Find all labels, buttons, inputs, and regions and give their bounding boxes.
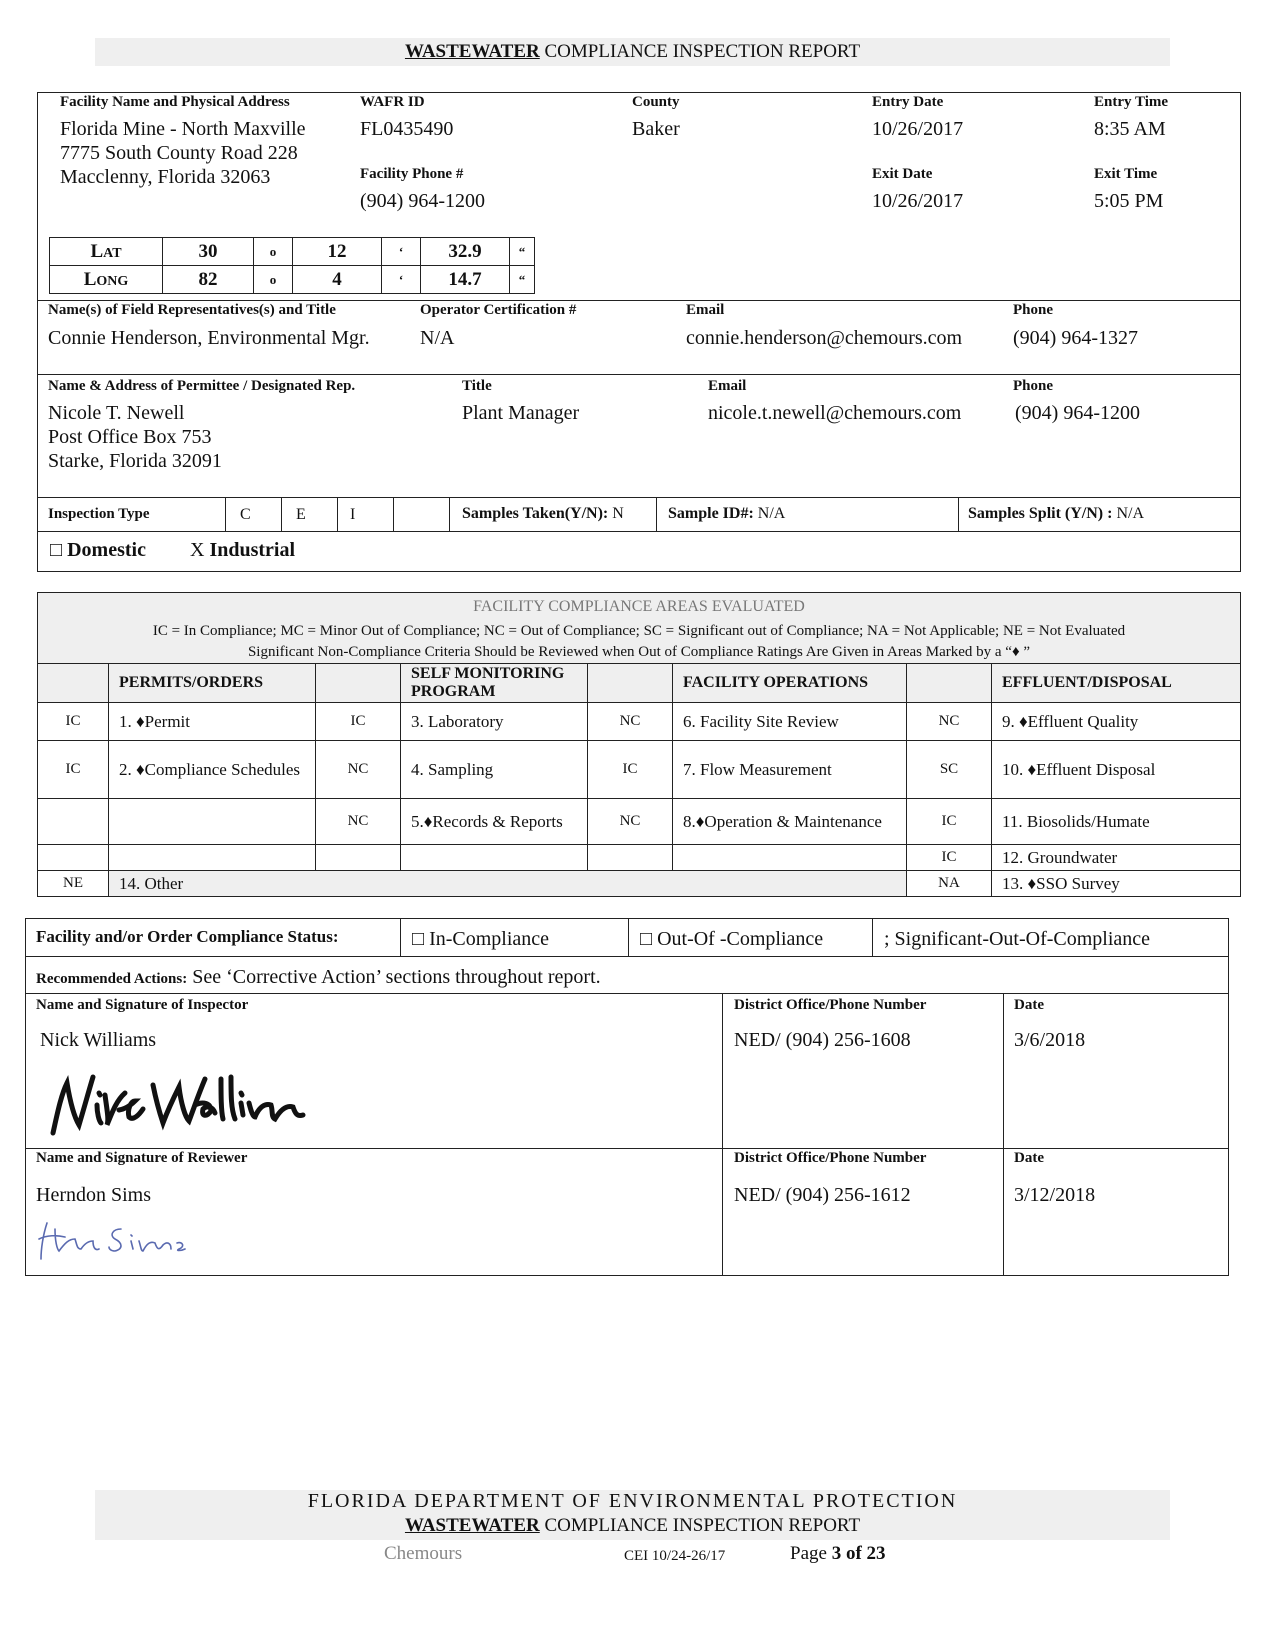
- permittee-email: nicole.t.newell@chemours.com: [708, 402, 962, 424]
- table-row: [38, 703, 1241, 741]
- cert-label: Operator Certification #: [420, 302, 577, 318]
- area-cell: 5.♦Records & Reports: [401, 799, 588, 845]
- rating-cell: [38, 799, 109, 845]
- rating-cell: NC: [316, 799, 401, 845]
- min-symbol: ‘: [382, 266, 421, 294]
- field-rep-phone: (904) 964-1327: [1013, 327, 1138, 349]
- reviewer-label: Name and Signature of Reviewer: [36, 1150, 248, 1166]
- compliance-table: [37, 663, 1241, 897]
- footer-cei: CEI 10/24-26/17: [624, 1548, 726, 1564]
- lat-sec: 32.9: [421, 238, 510, 266]
- long-deg: 82: [163, 266, 254, 294]
- permittee-line2: Post Office Box 753: [48, 426, 212, 448]
- field-rep-phone-label: Phone: [1013, 302, 1054, 318]
- divider: [656, 497, 657, 531]
- compliance-areas-title: FACILITY COMPLIANCE AREAS EVALUATED: [473, 598, 805, 615]
- exit-time: 5:05 PM: [1094, 190, 1164, 212]
- rating-cell: IC: [907, 799, 992, 845]
- inspection-type-label: Inspection Type: [48, 506, 150, 522]
- area-cell: 8.♦Operation & Maintenance: [673, 799, 907, 845]
- divider: [281, 497, 282, 531]
- county-label: County: [632, 94, 680, 110]
- compliance-legend: IC = In Compliance; MC = Minor Out of Compliance; NC = Out of Compliance; SC = Significant out of Compliance; NA = Not Applicable; NE = Not Evaluated: [152, 623, 1126, 639]
- status-significant[interactable]: ; Significant-Out-Of-Compliance: [884, 928, 1151, 950]
- rating-cell: [38, 845, 109, 871]
- sec-symbol: “: [510, 266, 535, 294]
- entry-time: 8:35 AM: [1094, 118, 1166, 140]
- reviewer-name: Herndon Sims: [36, 1184, 151, 1206]
- rating-cell: NC: [316, 741, 401, 799]
- inspector-date-label: Date: [1014, 997, 1044, 1013]
- lat-row: [50, 238, 535, 266]
- permittee-phone-label: Phone: [1013, 378, 1054, 394]
- page-number: Page 3 of 23: [790, 1543, 886, 1564]
- inspector-label: Name and Signature of Inspector: [36, 997, 249, 1013]
- inspection-type-c: C: [240, 506, 251, 523]
- divider: [872, 918, 873, 956]
- inspection-type-e: E: [296, 506, 306, 523]
- permittee-line1: Nicole T. Newell: [48, 402, 185, 424]
- rating-cell: IC: [588, 741, 673, 799]
- inspector-date: 3/6/2018: [1014, 1029, 1086, 1051]
- col-permits: PERMITS/ORDERS: [109, 664, 316, 703]
- area-cell: 1. ♦Permit: [109, 703, 316, 741]
- divider: [25, 993, 1229, 994]
- rating-cell: NC: [588, 799, 673, 845]
- divider: [393, 497, 394, 531]
- compliance-note: Significant Non-Compliance Criteria Should be Reviewed when Out of Compliance Ratings Are Given in Areas Marked by a “♦ ”: [247, 644, 1031, 660]
- checkbox-icon: □: [50, 539, 63, 561]
- divider: [337, 497, 338, 531]
- col-self-monitoring: SELF MONITORING PROGRAM: [401, 664, 588, 703]
- recommended-actions: Recommended Actions: See ‘Corrective Action’ sections throughout report.: [36, 966, 601, 988]
- sec-symbol: “: [510, 238, 535, 266]
- facility-name-label: Facility Name and Physical Address: [60, 94, 290, 110]
- footer-dept: FLORIDA DEPARTMENT OF ENVIRONMENTAL PROTECTION: [307, 1490, 958, 1512]
- divider: [722, 993, 723, 1276]
- footer-title: WASTEWATER COMPLIANCE INSPECTION REPORT: [404, 1515, 861, 1536]
- samples-taken: Samples Taken(Y/N): N: [462, 505, 624, 522]
- facility-name-line1: Florida Mine - North Maxville: [60, 118, 306, 140]
- table-row: [38, 871, 1241, 897]
- divider: [37, 300, 1241, 301]
- sample-id: Sample ID#: N/A: [668, 505, 786, 522]
- reviewer-signature: [35, 1215, 195, 1265]
- long-label: LONG: [50, 266, 163, 294]
- area-cell: 12. Groundwater: [992, 845, 1241, 871]
- area-cell: 10. ♦Effluent Disposal: [992, 741, 1241, 799]
- facility-phone: (904) 964-1200: [360, 190, 485, 212]
- area-cell: 7. Flow Measurement: [673, 741, 907, 799]
- col-effluent: EFFLUENT/DISPOSAL: [992, 664, 1241, 703]
- permittee-label: Name & Address of Permittee / Designated Rep.: [48, 378, 356, 394]
- inspector-signature: [45, 1065, 315, 1140]
- rating-cell: IC: [316, 703, 401, 741]
- inspector-office-label: District Office/Phone Number: [734, 997, 927, 1013]
- domestic-option[interactable]: □ Domestic: [50, 539, 146, 561]
- field-rep-label: Name(s) of Field Representatives(s) and Title: [48, 302, 336, 318]
- table-row: [38, 741, 1241, 799]
- inspection-type-i: I: [350, 506, 356, 523]
- long-row: [50, 266, 535, 294]
- rating-cell: NA: [907, 871, 992, 897]
- divider: [1003, 993, 1004, 1276]
- entry-date: 10/26/2017: [872, 118, 964, 140]
- area-cell: 14. Other: [109, 871, 907, 897]
- area-cell: 9. ♦Effluent Quality: [992, 703, 1241, 741]
- area-cell: [109, 799, 316, 845]
- rating-cell: NE: [38, 871, 109, 897]
- area-cell: 2. ♦Compliance Schedules: [109, 741, 316, 799]
- min-symbol: ‘: [382, 238, 421, 266]
- col-facility-ops: FACILITY OPERATIONS: [673, 664, 907, 703]
- divider: [37, 497, 1241, 498]
- exit-time-label: Exit Time: [1094, 166, 1158, 182]
- permittee-title: Plant Manager: [462, 402, 580, 424]
- rating-cell: IC: [38, 703, 109, 741]
- status-in-compliance[interactable]: □ In-Compliance: [412, 928, 550, 950]
- wafr-label: WAFR ID: [360, 94, 425, 110]
- footer-company: Chemours: [384, 1543, 463, 1564]
- area-cell: [109, 845, 316, 871]
- industrial-option[interactable]: X Industrial: [190, 539, 296, 561]
- divider: [449, 497, 450, 531]
- deg-symbol: o: [254, 238, 293, 266]
- divider: [958, 497, 959, 531]
- rating-cell: IC: [907, 845, 992, 871]
- table-row: [38, 845, 1241, 871]
- field-rep-name: Connie Henderson, Environmental Mgr.: [48, 327, 370, 349]
- divider: [225, 497, 226, 531]
- facility-name-line2: 7775 South County Road 228: [60, 142, 298, 164]
- inspector-office: NED/ (904) 256-1608: [734, 1029, 911, 1051]
- entry-time-label: Entry Time: [1094, 94, 1169, 110]
- long-sec: 14.7: [421, 266, 510, 294]
- field-rep-email: connie.henderson@chemours.com: [686, 327, 963, 349]
- area-cell: [673, 845, 907, 871]
- lat-deg: 30: [163, 238, 254, 266]
- rating-cell: IC: [38, 741, 109, 799]
- inspector-name: Nick Williams: [40, 1029, 157, 1051]
- entry-date-label: Entry Date: [872, 94, 944, 110]
- long-min: 4: [293, 266, 382, 294]
- divider: [37, 531, 1241, 532]
- lat-label: LAT: [50, 238, 163, 266]
- area-cell: 4. Sampling: [401, 741, 588, 799]
- table-row: [38, 799, 1241, 845]
- title-rest: COMPLIANCE INSPECTION REPORT: [539, 41, 861, 62]
- report-title: [95, 38, 1170, 66]
- area-cell: 13. ♦SSO Survey: [992, 871, 1241, 897]
- deg-symbol: o: [254, 266, 293, 294]
- divider: [37, 374, 1241, 375]
- divider: [400, 918, 401, 956]
- wafr-id: FL0435490: [360, 118, 454, 140]
- field-rep-email-label: Email: [686, 302, 725, 318]
- status-label: Facility and/or Order Compliance Status:: [36, 927, 339, 946]
- rating-cell: NC: [907, 703, 992, 741]
- check-mark-icon: X: [190, 539, 205, 561]
- facility-phone-label: Facility Phone #: [360, 166, 464, 182]
- permittee-line3: Starke, Florida 32091: [48, 450, 222, 472]
- rating-cell: SC: [907, 741, 992, 799]
- permittee-title-label: Title: [462, 378, 492, 394]
- exit-date: 10/26/2017: [872, 190, 964, 212]
- reviewer-date-label: Date: [1014, 1150, 1044, 1166]
- area-cell: [401, 845, 588, 871]
- area-cell: 6. Facility Site Review: [673, 703, 907, 741]
- area-cell: 11. Biosolids/Humate: [992, 799, 1241, 845]
- divider: [25, 1148, 1229, 1149]
- reviewer-office: NED/ (904) 256-1612: [734, 1184, 911, 1206]
- table-header-row: [38, 664, 1241, 703]
- facility-name-line3: Macclenny, Florida 32063: [60, 166, 271, 188]
- reviewer-date: 3/12/2018: [1014, 1184, 1096, 1206]
- title-bold: WASTEWATER: [404, 41, 540, 62]
- lat-min: 12: [293, 238, 382, 266]
- rating-cell: [316, 845, 401, 871]
- rating-cell: [588, 845, 673, 871]
- area-cell: 3. Laboratory: [401, 703, 588, 741]
- status-out-of-compliance[interactable]: □ Out-Of -Compliance: [640, 928, 824, 950]
- rating-cell: NC: [588, 703, 673, 741]
- reviewer-office-label: District Office/Phone Number: [734, 1150, 927, 1166]
- divider: [25, 956, 1229, 957]
- permittee-email-label: Email: [708, 378, 747, 394]
- lat-long-table: [49, 237, 535, 294]
- divider: [628, 918, 629, 956]
- cert-value: N/A: [420, 327, 455, 349]
- county: Baker: [632, 118, 680, 140]
- exit-date-label: Exit Date: [872, 166, 933, 182]
- permittee-phone: (904) 964-1200: [1015, 402, 1140, 424]
- samples-split: Samples Split (Y/N) : N/A: [968, 505, 1145, 522]
